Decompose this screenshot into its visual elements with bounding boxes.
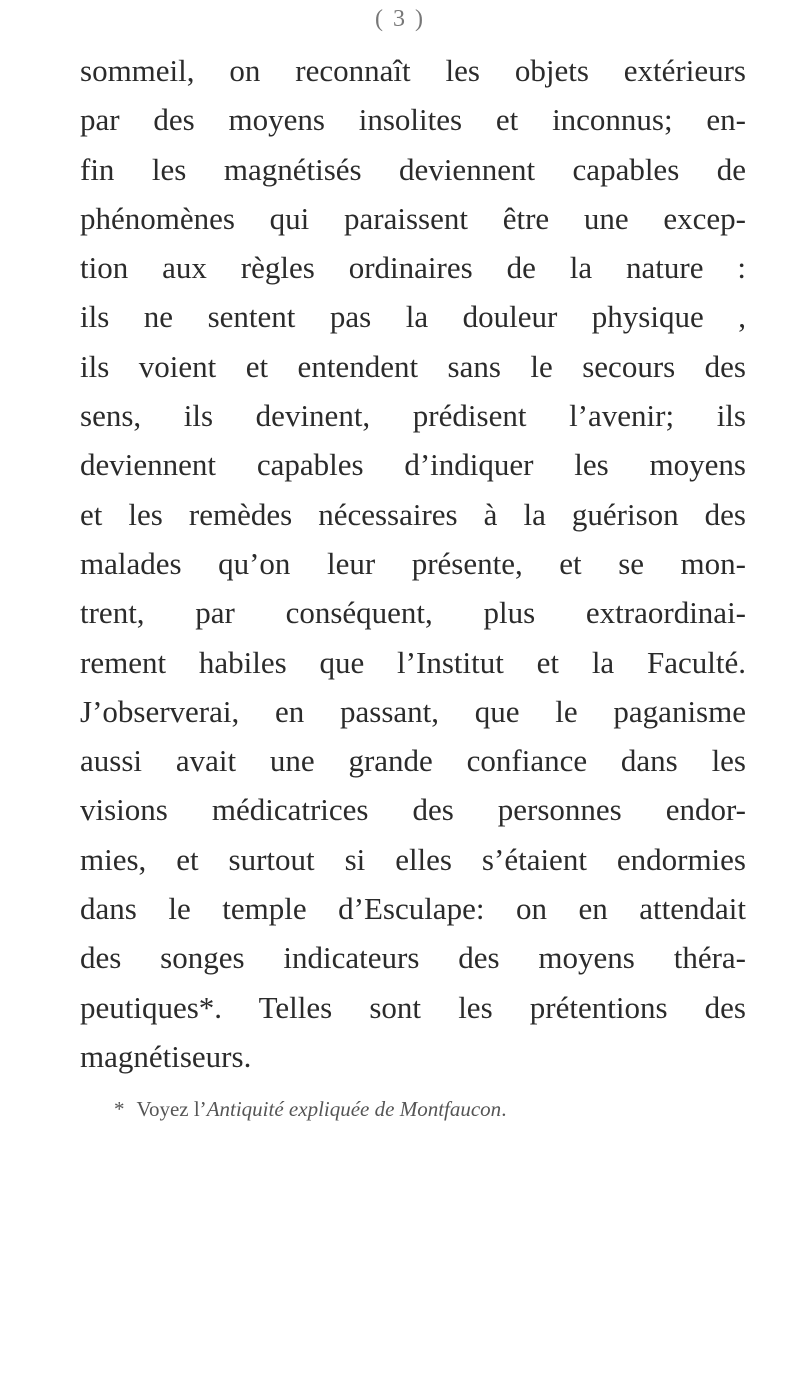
footnote-mark: * (114, 1097, 125, 1121)
text-line: mies, et surtout si elles s’étaient endormies (80, 841, 746, 877)
text-line: des songes indicateurs des moyens théra- (80, 940, 746, 976)
text-line: J’observerai, en passant, que le paganisme (80, 693, 746, 729)
footnote-suffix: . (501, 1097, 507, 1121)
text-line: visions médicatrices des personnes endor- (80, 792, 746, 828)
text-line: aussi avait une grande confiance dans les (80, 743, 746, 779)
footnote-title: Antiquité expliquée de Montfaucon (206, 1097, 502, 1121)
text-line: sommeil, on reconnaît les objets extérieurs (80, 53, 746, 88)
body-text (80, 46, 746, 1081)
text-line: ils ne sentent pas la douleur physique , (80, 299, 746, 335)
footnote-prefix: Voyez l’ (136, 1097, 207, 1121)
text-line: tion aux règles ordinaires de la nature : (80, 250, 746, 286)
footnote (114, 1097, 754, 1122)
text-line: deviennent capables d’indiquer les moyens (80, 447, 746, 483)
text-line: malades qu’on leur présente, et se mon- (80, 545, 746, 581)
text-line: par des moyens insolites et inconnus; en- (80, 102, 746, 138)
page-number: ( 3 ) (375, 6, 425, 32)
text-line: ils voient et entendent sans le secours des (80, 348, 746, 384)
text-line: rement habiles que l’Institut et la Faculté. (80, 644, 746, 680)
text-line: et les remèdes nécessaires à la guérison des (80, 496, 746, 532)
text-line-last: magnétiseurs. (80, 1038, 252, 1074)
text-line: trent, par conséquent, plus extraordinai- (80, 595, 746, 631)
text-line: dans le temple d’Esculape: on en attendait (80, 891, 746, 927)
text-line: peutiques*. Telles sont les prétentions des (80, 989, 746, 1025)
text-line: fin les magnétisés deviennent capables de (80, 151, 746, 187)
text-line: phénomènes qui paraissent être une excep- (80, 200, 746, 236)
text-line: sens, ils devinent, prédisent l’avenir; ils (80, 398, 746, 434)
